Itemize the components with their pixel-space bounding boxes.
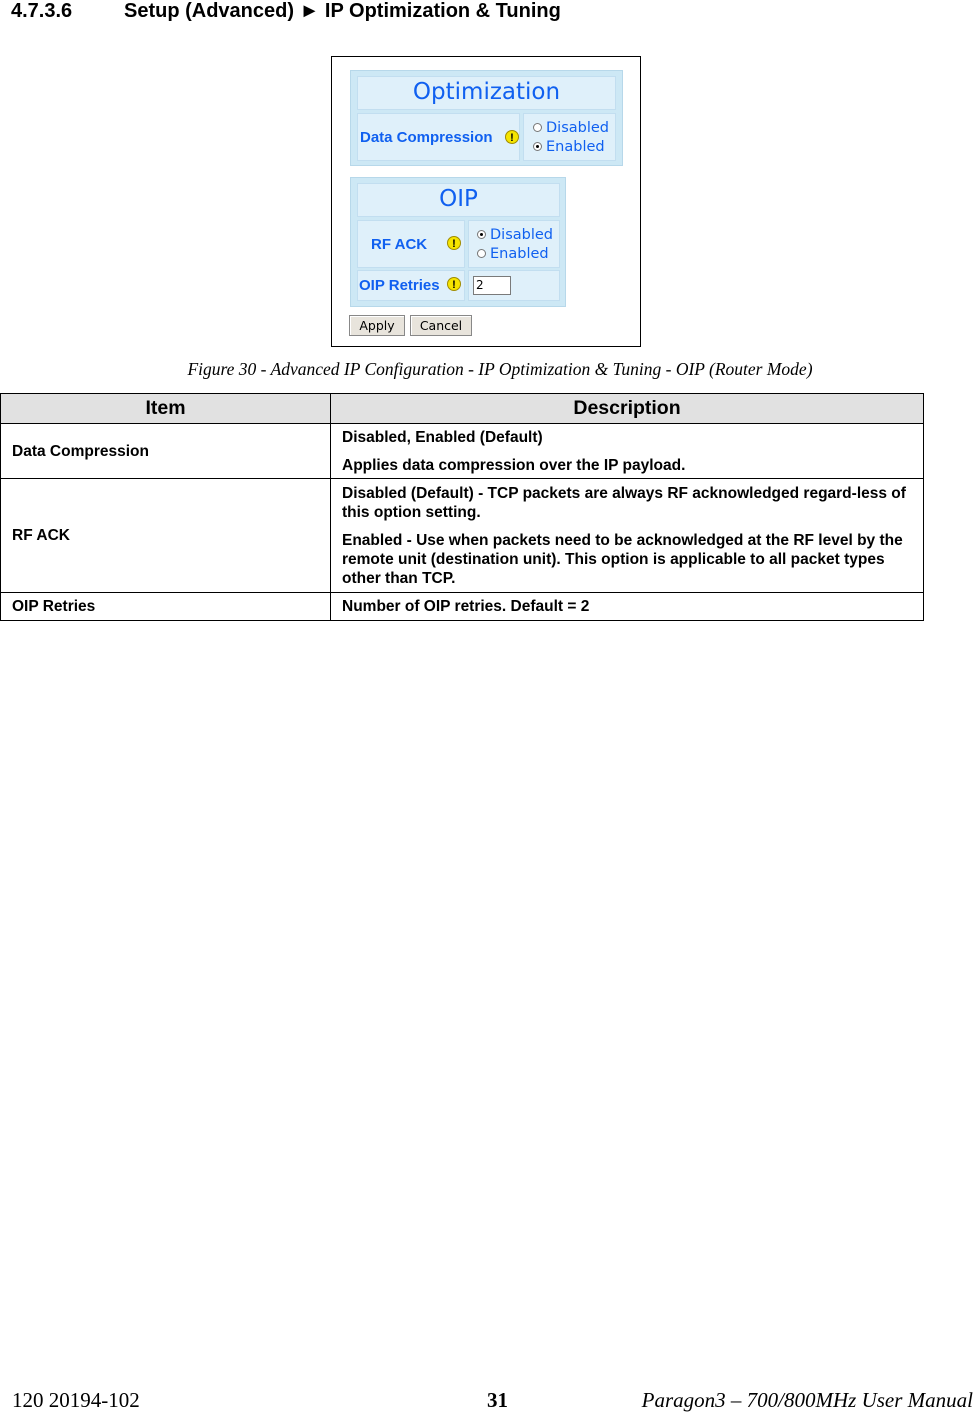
table-header-row — [1, 394, 924, 424]
data-compression-disabled-radio[interactable]: Disabled — [533, 118, 615, 137]
warning-icon: ! — [505, 130, 519, 144]
rf-ack-options — [468, 220, 560, 268]
footer-page-number: 31 — [487, 1388, 508, 1412]
optimization-panel — [350, 70, 623, 166]
table-row — [1, 424, 924, 479]
column-header-item: Item — [1, 394, 331, 424]
oip-retries-label: OIP Retries — [359, 277, 440, 294]
data-compression-label: Data Compression — [360, 129, 493, 146]
oip-retries-input[interactable]: 2 — [473, 276, 511, 295]
radio-circle-icon[interactable] — [533, 142, 542, 151]
radio-circle-icon[interactable] — [533, 123, 542, 132]
radio-circle-icon[interactable] — [477, 249, 486, 258]
item-cell: OIP Retries — [1, 593, 331, 621]
radio-circle-icon[interactable] — [477, 230, 486, 239]
footer-doc-number: 120 20194-102 — [12, 1388, 140, 1412]
oip-retries-label-cell — [357, 270, 465, 301]
optimization-title: Optimization — [357, 76, 616, 110]
section-number: 4.7.3.6 — [11, 0, 73, 22]
apply-button[interactable]: Apply — [349, 315, 405, 336]
warning-icon: ! — [447, 236, 461, 250]
data-compression-options — [523, 113, 616, 161]
oip-title: OIP — [357, 183, 560, 217]
data-compression-enabled-radio[interactable]: Enabled — [533, 137, 615, 156]
column-header-description: Description — [331, 394, 924, 424]
section-title: Setup (Advanced) ► IP Optimization & Tuning — [124, 0, 561, 22]
description-cell: Number of OIP retries. Default = 2 — [331, 593, 924, 621]
description-cell: Disabled (Default) - TCP packets are always RF acknowledged regard-less of this option setting. Enabled - Use when packets need to be acknowledged at the RF level by the remote unit (destination unit). This option is applicable to all packet types other than TCP. — [331, 479, 924, 593]
data-compression-label-cell — [357, 113, 520, 161]
oip-panel — [350, 177, 566, 307]
section-heading — [11, 0, 561, 23]
rf-ack-label: RF ACK — [371, 236, 428, 253]
oip-retries-input-cell — [468, 270, 560, 301]
figure-caption: Figure 30 - Advanced IP Configuration - IP Optimization & Tuning - OIP (Router Mode) — [187, 359, 813, 379]
config-screenshot — [331, 56, 641, 347]
item-cell: RF ACK — [1, 479, 331, 593]
rf-ack-label-cell — [357, 220, 465, 268]
rf-ack-disabled-radio[interactable]: Disabled — [477, 225, 559, 244]
warning-icon: ! — [447, 277, 461, 291]
table-row — [1, 593, 924, 621]
footer-manual-title: Paragon3 – 700/800MHz User Manual — [641, 1388, 973, 1412]
rf-ack-enabled-radio[interactable]: Enabled — [477, 244, 559, 263]
description-cell: Disabled, Enabled (Default) Applies data compression over the IP payload. — [331, 424, 924, 479]
item-cell: Data Compression — [1, 424, 331, 479]
cancel-button[interactable]: Cancel — [410, 315, 472, 336]
table-row — [1, 479, 924, 593]
description-table — [0, 393, 924, 621]
